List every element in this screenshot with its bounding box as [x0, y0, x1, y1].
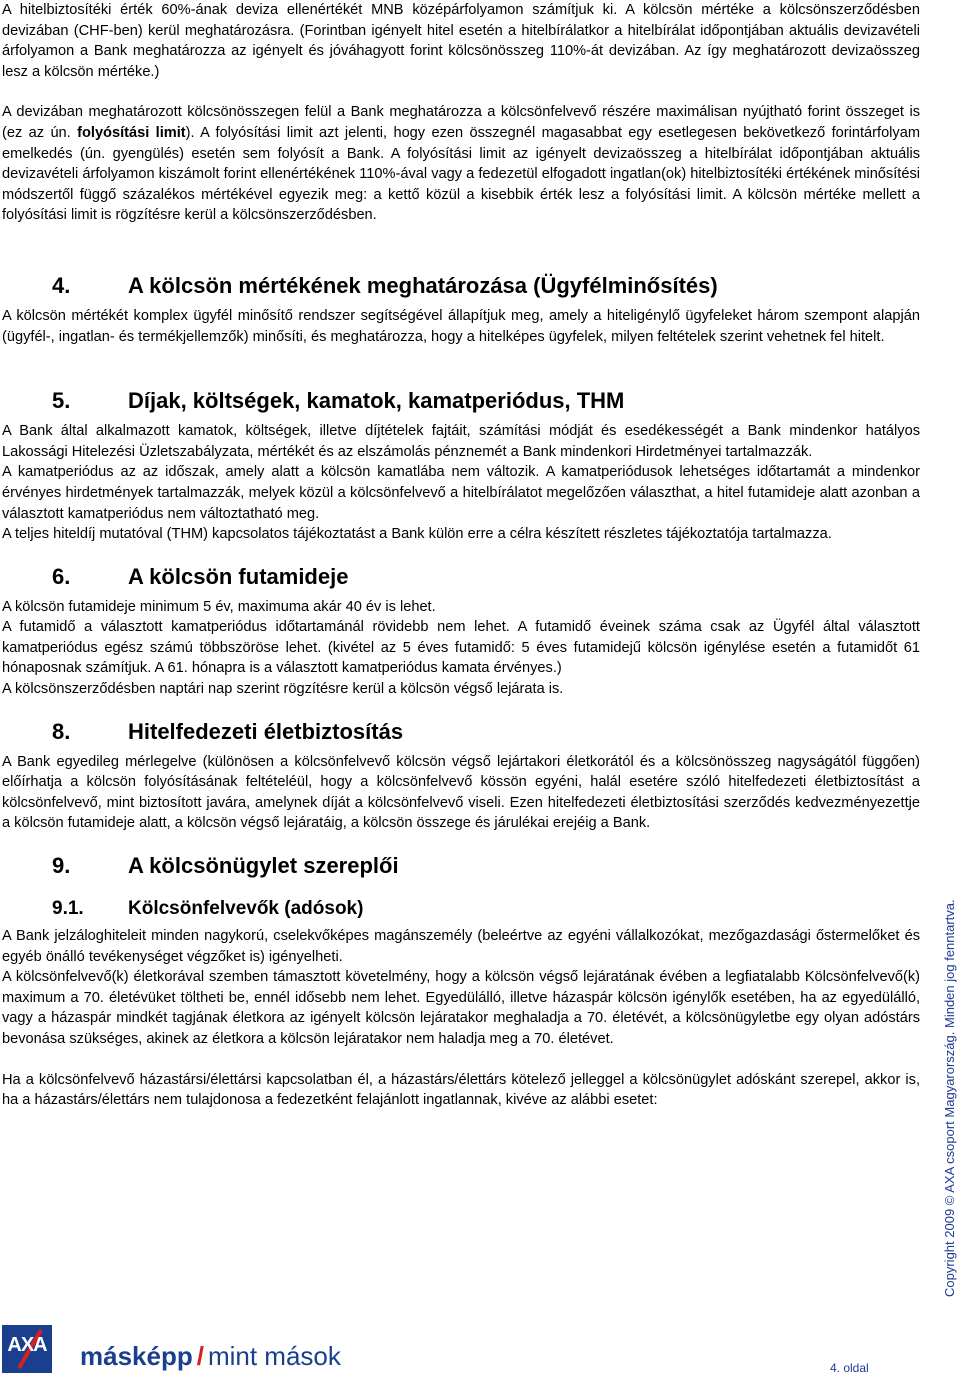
intro-paragraph-2: A devizában meghatározott kölcsönösszegen felül a Bank meghatározza a kölcsönfelvevő részére maximálisan nyújtható forint összeget is (ez az ún. folyósítási limit). A folyósítási limit azt jelenti, hogy ezen összegnél magasabbat egy esetlegesen bekövetkező forintárfolyam emelkedés (ún. gyengülés) esetén sem folyósít a Bank. A folyósítási limit az igényelt devizaösszeg a hitelbírálat időpontjában aktuális devizavételi árfolyamon kiszámolt forint ellenértékének 110%-ával vagy a fedezetül elfogadott ingatlan(ok) hitelbiztosítéki értékének minősítési módszertől függő százalékos mértékével egyezik meg: a kettő közül a kisebbik érték lesz a folyósítási limit. A kölcsön mértéke mellett a folyósítási limit is rögzítésre kerül a kölcsönszerződésben. [2, 104, 920, 224]
section-6-heading: 6. A kölcsön futamideje [52, 563, 349, 589]
section-6-paragraph-2: A futamidő a választott kamatperiódus időtartamánál rövidebb nem lehet. A futamidő éveinek száma csak az Ügyfél által választott kamatperiódus egész számú többszöröse lehet. (kivétel az 5 éves futamidő: 5 éves futamidejű kölcsön igénylése esetén a futamidőt 61 hónaposnak számítjuk. A 61. hónapra is a választott kamatperiódus kamata érvényes.) [2, 619, 920, 677]
section-8-heading: 8. Hitelfedezeti életbiztosítás [52, 718, 404, 744]
section-4-heading: 4. A kölcsön mértékének meghatározása (Ügyfélminősítés) [52, 272, 718, 298]
axa-footer-logo [0, 1325, 341, 1375]
section-5-paragraph-2: A kamatperiódus az az időszak, amely alatt a kölcsön kamatlába nem változik. A kamatperiódusok lehetséges időtartamát a mindenkor érvényes hirdetmények tartalmazzák, melyek közül a kölcsönfelvevő a hitelbírálatot megelőzően választhat, a hitel futamideje alatt azonban a választott kamatperiódus nem változtatható meg. [2, 464, 920, 522]
section-5-paragraph-3: A teljes hiteldíj mutatóval (THM) kapcsolatos tájékoztatást a Bank külön erre a célra készített részletes tájékoztatója tartalmazza. [2, 526, 832, 543]
section-5-heading: 5. Díjak, költségek, kamatok, kamatperiódus, THM [52, 388, 625, 414]
tagline: másképp / mint mások [80, 1341, 341, 1371]
section-9-1-heading: 9.1. Kölcsönfelvevők (adósok) [52, 898, 364, 920]
folyositasi-limit-term: folyósítási limit [77, 124, 186, 141]
document-body [2, 0, 920, 1111]
section-6-paragraph-1: A kölcsön futamideje minimum 5 év, maximuma akár 40 év is lehet. [2, 598, 436, 615]
section-9-1-paragraph-2: A kölcsönfelvevő(k) életkorával szemben támasztott követelmény, hogy a kölcsön végső lejáratának évében a legfiatalabb Kölcsönfelvevő(k) maximum a 70. életévüket töltheti be, ennél idősebb nem lehet. Egyedülálló, illetve házaspár kölcsön igénylők esetében, ha az egyedülálló, vagy a házaspár mindkét tagjának életkora az igényelt kölcsön lejáratakor meghaladja a 70. életévét, a kölcsönügyletbe egy olyan adóstárs bevonása szükséges, akinek az életkora a kölcsön lejáratakor nem haladja meg a 70. életévet. [2, 969, 920, 1047]
copyright-notice: Copyright 2009 © AXA csoport Magyarország. Minden jog fenntartva. [942, 899, 957, 1297]
section-9-1-paragraph-1: A Bank jelzáloghiteleit minden nagykorú, cselekvőképes magánszemély (beleértve az egyéni vállalkozókat, mezőgazdasági őstermelőket és egyéb önálló tevékenységet végzőket is) igényelheti. [2, 928, 920, 965]
axa-logo-text: AXA [7, 1334, 47, 1356]
section-8-paragraph: A Bank egyedileg mérlegelve (különösen a kölcsönfelvevő kölcsön végső lejártakori életkorától és a kölcsönösszeg nagyságától függően) előírhatja a kölcsön folyósításának feltételéül, hogy a kölcsönfelvevő kössön egyéni, halál esetére szóló hitelfedezeti életbiztosítást a kölcsönfelvevő, mint biztosított javára, amelynek díját a kölcsönfelvevő viseli. Ezen hitelfedezeti életbiztosítási szerződés kedvezményezettje a kölcsön futamideje alatt, a kölcsön végső lejáratáig, a kölcsön összege és járulékai erejéig a Bank. [2, 753, 920, 832]
intro-paragraph-1: A hitelbiztosítéki érték 60%-ának deviza ellenértékét MNB középárfolyamon számítjuk ki. A kölcsön mértéke a kölcsönszerződésben devizában (CHF-ben) kerül meghatározásra. (Forintban igényelt hitel esetén a hitelbírálatkor a hitelbírálat időpontjában aktuális devizavételi árfolyamon a Bank meghatározza az igényelt és jóváhagyott forint kölcsönösszeg 110%-át devizában. Az így meghatározott devizaösszeg lesz a kölcsön mértéke.) [2, 2, 920, 80]
section-4-paragraph: A kölcsön mértékét komplex ügyfél minősítő rendszer segítségével állapítjuk meg, amely a hiteligénylő ügyfeleket három szempont alapján (ügyfél-, ingatlan- és termékjellemzők) minősíti, és meghatározza, hogy a hitelképes ügyfelek, milyen feltételek szerint vehetnek fel hitelt. [2, 307, 920, 345]
section-5-paragraph-1: A Bank által alkalmazott kamatok, költségek, illetve díjtételek fajtáit, számítási módját és esedékességét a Bank mindenkor hatályos Lakossági Hitelezési Üzletszabályzata, mértékét és az elszámolás pénznemét a Bank mindenkori Hirdetményei tartalmazzák. [2, 423, 920, 460]
section-9-heading: 9. A kölcsönügylet szereplői [52, 853, 399, 879]
section-6-paragraph-3: A kölcsönszerződésben naptári nap szerint rögzítésre kerül a kölcsön végső lejárata is. [2, 681, 564, 698]
page-number: 4. oldal [830, 1361, 869, 1375]
section-9-1-paragraph-3: Ha a kölcsönfelvevő házastársi/élettársi kapcsolatban él, a házastárs/élettárs kötelező jelleggel a kölcsönügylet adóskánt szerepel, akkor is, ha a házastárs/élettárs nem tulajdonosa a fedezetként felajánlott ingatlannak, kivéve az alábbi esetet: [2, 1071, 920, 1109]
